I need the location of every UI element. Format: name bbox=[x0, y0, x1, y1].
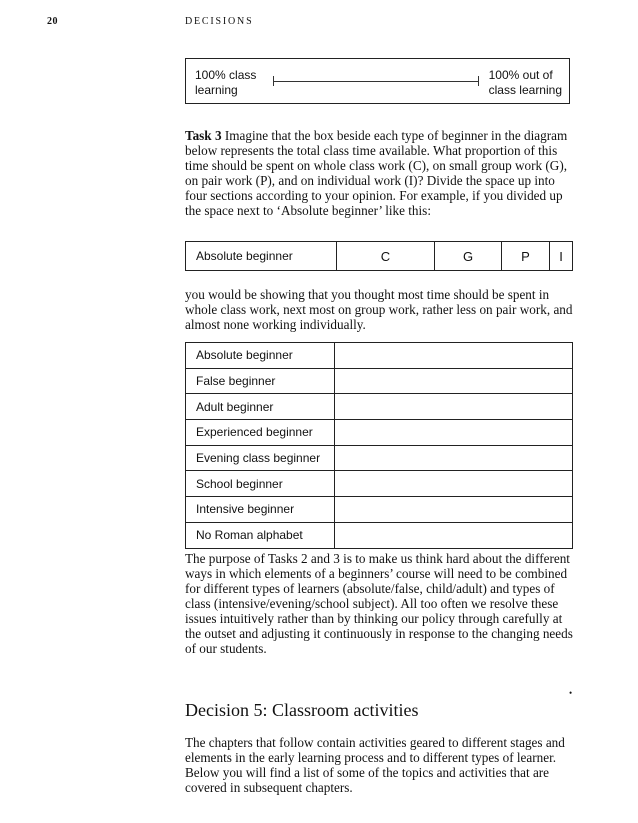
beginners-table bbox=[185, 342, 573, 549]
answer-space[interactable] bbox=[335, 343, 572, 368]
continuum-left-label bbox=[195, 68, 256, 98]
table-row bbox=[186, 446, 572, 472]
table-row bbox=[186, 420, 572, 446]
purpose-text: The purpose of Tasks 2 and 3 is to make us think hard about the different ways in which elements of a beginners’ course will need to be combined for different types of learners (absolute/false, child/adult) and types of class (intensive/evening/school subject). All too often we resolve these issues intuitively rather than by thinking our policy through carefully at the outset and adjusting it continuously in response to the changing needs of our students. bbox=[185, 551, 573, 656]
continuum-diagram bbox=[185, 58, 570, 104]
beginner-label: Absolute beginner bbox=[186, 343, 335, 368]
table-row bbox=[186, 369, 572, 395]
continuum-line bbox=[273, 81, 478, 82]
example-label: Absolute beginner bbox=[186, 242, 337, 270]
answer-space[interactable] bbox=[335, 497, 572, 522]
example-bar bbox=[185, 241, 573, 271]
explanation-text: you would be showing that you thought most time should be spent in whole class work, next most on group work, rather less on pair work, and almost none working individually. bbox=[185, 287, 573, 332]
stray-mark: • bbox=[569, 688, 573, 698]
answer-space[interactable] bbox=[335, 420, 572, 445]
table-row bbox=[186, 394, 572, 420]
continuum-right-line1: 100% out of bbox=[488, 68, 553, 82]
example-section-i: I bbox=[559, 248, 563, 264]
beginner-label: False beginner bbox=[186, 369, 335, 394]
closing-text: The chapters that follow contain activities geared to different stages and elements in the early learning process and to different types of learner. Below you will find a list of some of the topics and activities that are covered in subsequent chapters. bbox=[185, 735, 565, 795]
beginner-label: Adult beginner bbox=[186, 394, 335, 419]
answer-space[interactable] bbox=[335, 523, 572, 548]
beginner-label: School beginner bbox=[186, 471, 335, 496]
answer-space[interactable] bbox=[335, 446, 572, 471]
section-heading: Decision 5: Classroom activities bbox=[185, 700, 419, 720]
beginner-label: Intensive beginner bbox=[186, 497, 335, 522]
beginner-label: Evening class beginner bbox=[186, 446, 335, 471]
answer-space[interactable] bbox=[335, 394, 572, 419]
continuum-right-label bbox=[489, 68, 562, 98]
continuum-right-line2: class learning bbox=[488, 83, 562, 97]
table-row bbox=[186, 471, 572, 497]
continuum-tick-left bbox=[273, 76, 274, 86]
answer-space[interactable] bbox=[335, 369, 572, 394]
continuum-left-line1: 100% class bbox=[195, 68, 257, 82]
explanation-paragraph bbox=[185, 287, 575, 332]
example-section-p: P bbox=[502, 242, 550, 270]
example-section-c: C bbox=[337, 242, 435, 270]
closing-paragraph bbox=[185, 735, 575, 795]
example-section-g: G bbox=[435, 242, 502, 270]
page-number: 20 bbox=[47, 16, 58, 27]
continuum-tick-right bbox=[478, 76, 479, 86]
answer-space[interactable] bbox=[335, 471, 572, 496]
beginner-label: No Roman alphabet bbox=[186, 523, 335, 548]
beginner-label: Experienced beginner bbox=[186, 420, 335, 445]
continuum-left-line2: learning bbox=[195, 83, 238, 97]
task3-label: Task 3 bbox=[185, 128, 222, 143]
purpose-paragraph bbox=[185, 551, 575, 656]
table-row bbox=[186, 343, 572, 369]
task3-text: Imagine that the box beside each type of beginner in the diagram below represents the total class time available. What proportion of this time should be spent on whole class work (C), on small group work (G), on pair work (P), and on individual work (I)? Divide the space up into four sections according to your opinion. For example, if you divided up the space next to ‘Absolute beginner’ like this: bbox=[185, 128, 568, 218]
table-row bbox=[186, 497, 572, 523]
task3-paragraph bbox=[185, 128, 575, 218]
running-head: DECISIONS bbox=[185, 16, 254, 27]
table-row bbox=[186, 523, 572, 548]
